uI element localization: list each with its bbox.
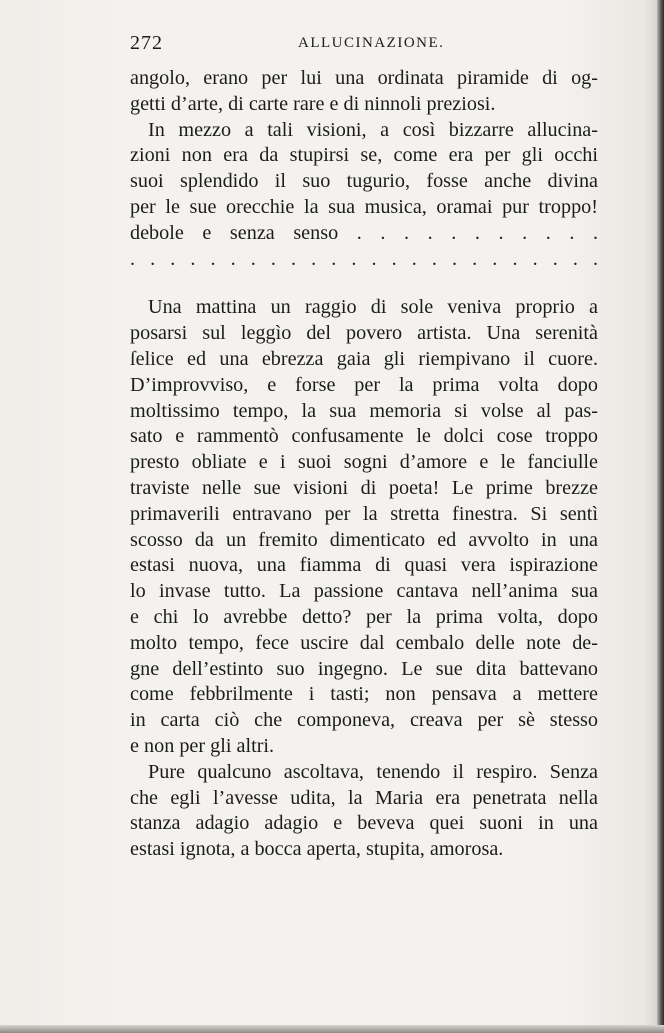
text-line: getti d’arte, di carte rare e di ninnoli preziosi. [130, 92, 496, 115]
running-title: ALLUCINAZIONE. [298, 35, 445, 51]
text-line: zioni non era da stupirsi se, come era per gli occhi [130, 144, 598, 167]
text-line: posarsi sul leggìo del povero artista. Una serenità [130, 322, 598, 345]
paragraph-continuation [130, 66, 598, 118]
page-edge-shadow [657, 0, 664, 1033]
section-gap [130, 272, 598, 295]
text-line: Pure qualcuno ascoltava, tenendo il respiro. Senza [148, 760, 598, 783]
paragraph-maria [130, 760, 598, 863]
text-line: lo invase tutto. La passione cantava nell’anima sua [130, 580, 598, 603]
text-line: scosso da un fremito dimenticato ed avvolto in una [130, 528, 598, 551]
text-line: che egli l’avesse udita, la Maria era penetrata nella [130, 786, 598, 809]
text-line: gne dell’estinto suo ingegno. Le sue dita battevano [130, 657, 598, 680]
text-line: traviste nelle sue visioni di poeta! Le prime brezze [130, 476, 598, 499]
page-header [130, 32, 600, 58]
text-line: e chi lo avrebbe detto? per la prima volta, dopo [130, 605, 598, 628]
text-line: presto obliate e i suoi sogni d’amore e le fanciulle [130, 451, 598, 474]
text-line: debole e senza senso . . . . . . . . . . . [130, 221, 598, 244]
text-line: estasi nuova, una fiamma di quasi vera ispirazione [130, 554, 598, 577]
paragraph-morning [130, 295, 598, 759]
paragraph-visions [130, 118, 598, 273]
text-line: estasi ignota, a bocca aperta, stupita, amorosa. [130, 838, 504, 861]
body-text [130, 66, 598, 863]
text-line: angolo, erano per lui una ordinata piramide di og- [130, 67, 598, 89]
page-number: 272 [130, 32, 163, 54]
page-bottom-edge [0, 1025, 664, 1033]
text-line: D’improvviso, e forse per la prima volta dopo [130, 373, 598, 396]
text-line: in carta ciò che componeva, creava per sè stesso [130, 709, 598, 732]
text-line: per le sue orecchie la sua musica, oramai pur troppo! [130, 195, 598, 218]
text-line: sato e rammentò confusamente le dolci cose troppo [130, 425, 598, 448]
text-line: suoi splendido il suo tugurio, fosse anche divina [130, 170, 598, 193]
ellipsis-line: . . . . . . . . . . . . . . . . . . . . . . . . [130, 247, 598, 270]
text-line: molto tempo, fece uscire dal cembalo delle note de- [130, 631, 598, 654]
text-line: stanza adagio adagio e beveva quei suoni in una [130, 812, 598, 835]
text-line: come febbrilmente i tasti; non pensava a mettere [130, 683, 598, 706]
text-line: e non per gli altri. [130, 734, 275, 757]
text-line: ſelice ed una ebrezza gaia gli riempivano il cuore. [130, 347, 598, 370]
text-line: moltissimo tempo, la sua memoria si volse al pas- [130, 399, 598, 422]
text-line: Una mattina un raggio di sole veniva proprio a [148, 296, 598, 319]
text-line: primaverili entravano per la stretta finestra. Si sentì [130, 502, 598, 525]
text-line: In mezzo a tali visioni, a così bizzarre allucina- [148, 118, 598, 141]
